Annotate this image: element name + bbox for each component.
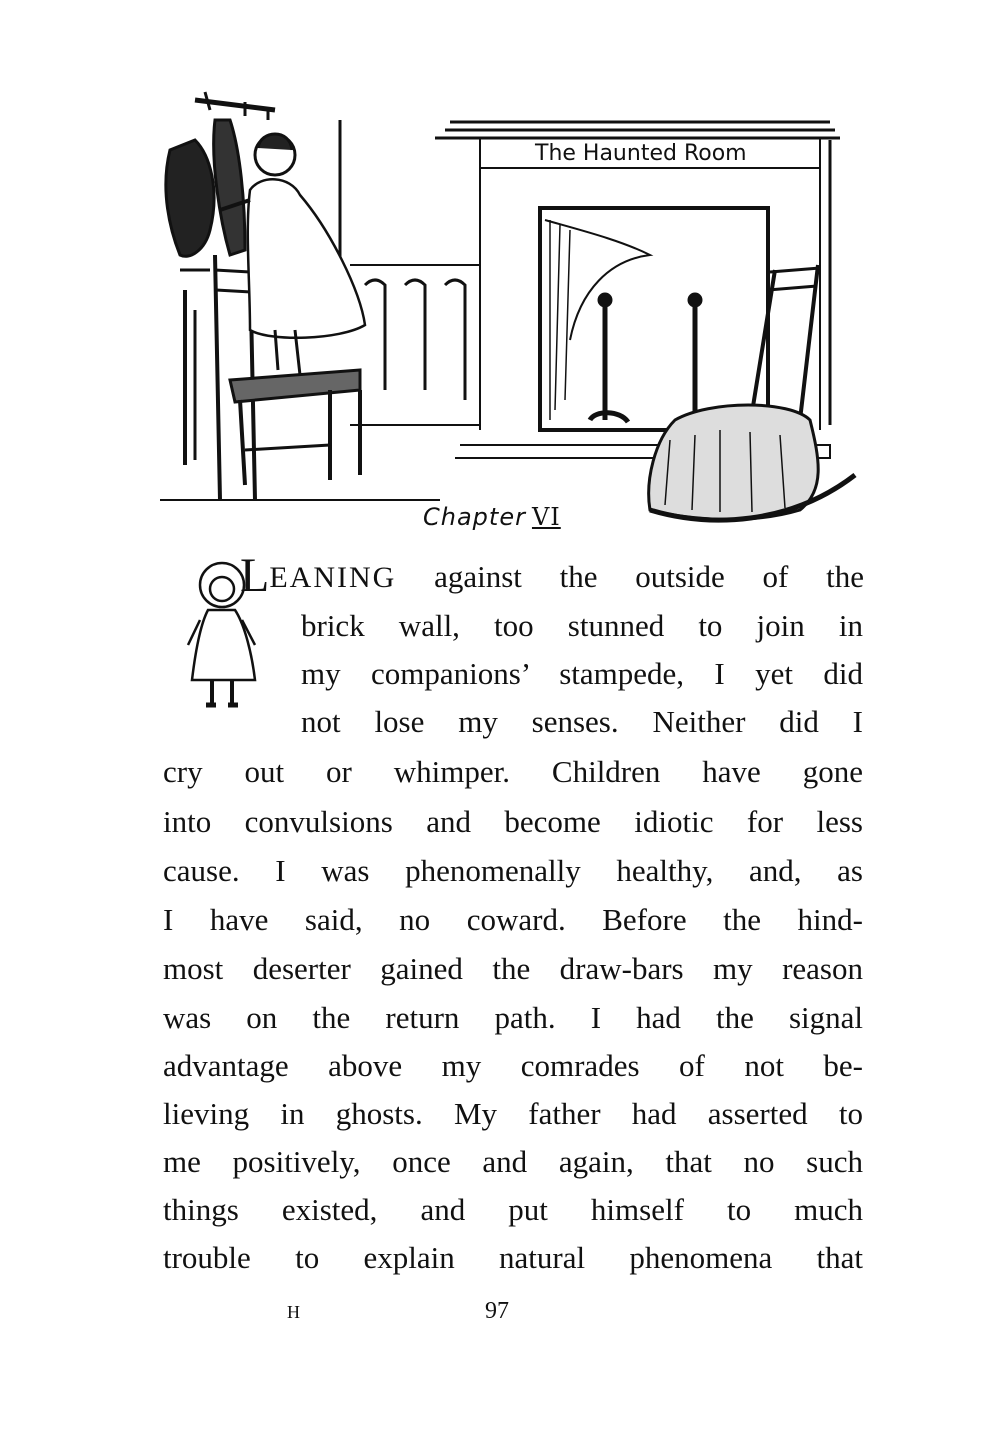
haunted-room-drawing [150,80,870,540]
text-line: I have said, no coward. Before the hind- [163,902,863,937]
text-line: things existed, and put himself to much [163,1192,863,1227]
text-line: lieving in ghosts. My father had asserted to [163,1096,863,1131]
chapter-numeral: VI [531,503,561,531]
text-line-1 [240,549,864,602]
signature-mark: H [287,1302,300,1322]
text-line: trouble to explain natural phenomena that [163,1240,863,1275]
first-line-rest: against the outside of the [396,559,864,594]
text-line: me positively, once and again, that no such [163,1144,863,1179]
text-line: brick wall, too stunned to join in [301,608,863,643]
drop-cap-letter: L [240,549,270,602]
text-line: my companions’ stampede, I yet did [301,656,863,691]
text-line: cause. I was phenomenally healthy, and, as [163,853,863,888]
text-line: into convulsions and become idiotic for less [163,804,863,839]
text-line: was on the return path. I had the signal [163,1000,863,1035]
text-line: most deserter gained the draw-bars my reason [163,951,863,986]
fireplace-sign: The Haunted Room [535,141,747,166]
chapter-heading [423,503,561,531]
page-number: 97 [485,1298,509,1324]
chapter-label: Chapter [423,503,526,531]
text-line: cry out or whimper. Children have gone [163,754,863,789]
text-line: advantage above my comrades of not be- [163,1048,863,1083]
text-line: not lose my senses. Neither did I [301,704,863,739]
smallcaps-word: EANING [269,561,397,594]
chapter-illustration [150,80,870,540]
